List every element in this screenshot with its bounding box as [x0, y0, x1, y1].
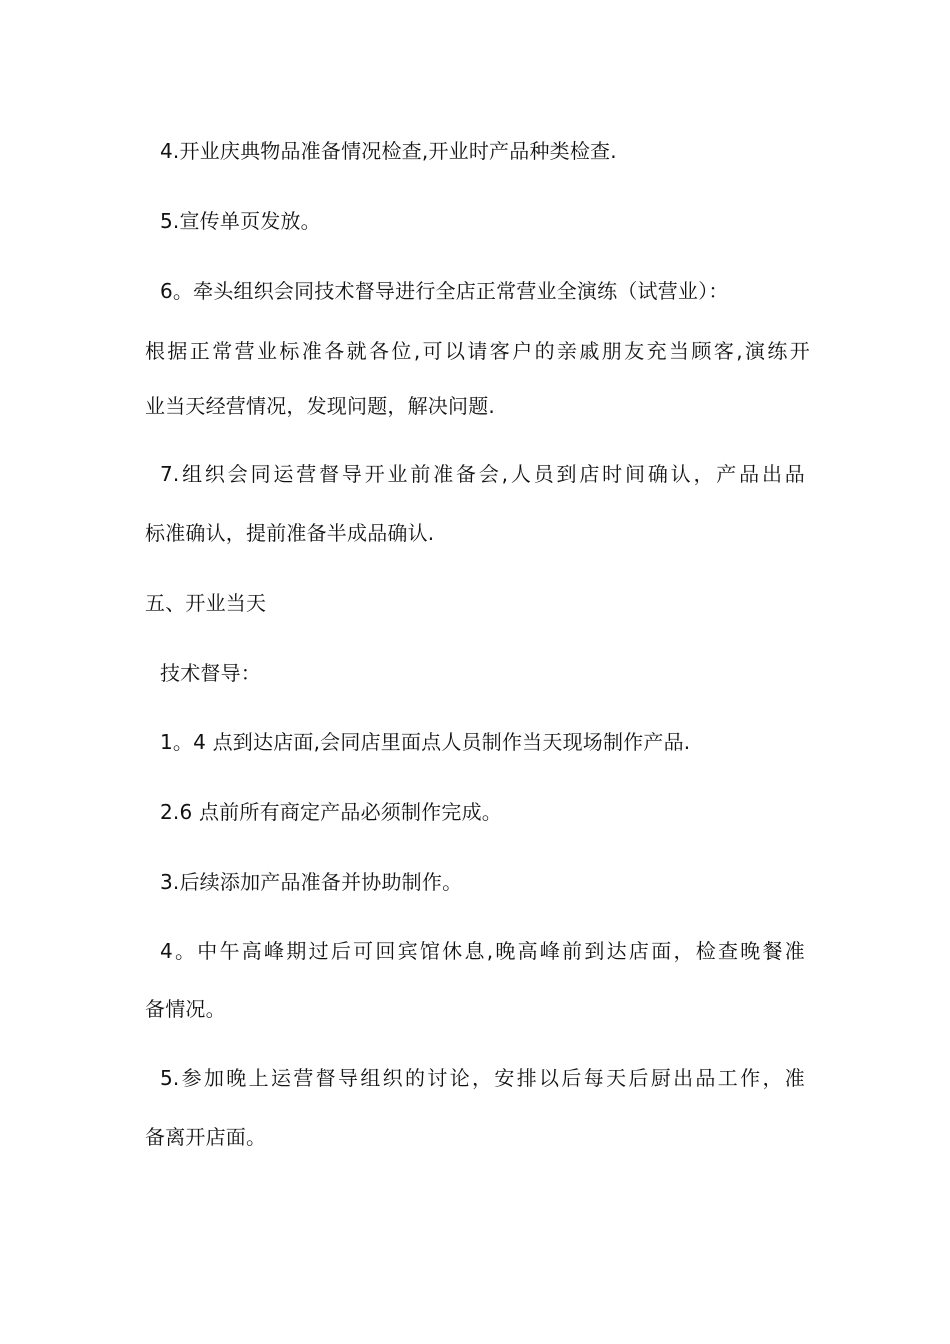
paragraph-item-7-line-2: 标准确认，提前准备半成品确认. [145, 521, 435, 545]
opening-day-item-3: 3.后续添加产品准备并协助制作。 [160, 870, 463, 894]
paragraph-item-6-line-3: 业当天经营情况，发现问题，解决问题. [145, 394, 495, 418]
paragraph-item-7-line-1: 7.组织会同运营督导开业前准备会,人员到店时间确认，产品出品 [160, 462, 805, 486]
opening-day-item-1: 1。4 点到达店面,会同店里面点人员制作当天现场制作产品. [160, 730, 691, 754]
opening-day-item-4-line-1: 4。中午高峰期过后可回宾馆休息,晚高峰前到达店面，检查晚餐准 [160, 939, 805, 963]
opening-day-item-2: 2.6 点前所有商定产品必须制作完成。 [160, 800, 502, 824]
opening-day-item-5-line-1: 5.参加晚上运营督导组织的讨论，安排以后每天后厨出品工作，准 [160, 1066, 805, 1090]
opening-day-item-5-line-2: 备离开店面。 [145, 1125, 267, 1149]
section-heading-opening-day: 五、开业当天 [145, 591, 267, 615]
paragraph-item-6-line-2: 根据正常营业标准各就各位,可以请客户的亲戚朋友充当顾客,演练开 [145, 339, 810, 363]
paragraph-item-6-line-1: 6。牵头组织会同技术督导进行全店正常营业全演练（试营业）： [160, 279, 729, 303]
paragraph-item-5-line-1: 5.宣传单页发放。 [160, 209, 321, 233]
opening-day-item-4-line-2: 备情况。 [145, 997, 226, 1021]
paragraph-item-4-line-1: 4.开业庆典物品准备情况检查,开业时产品种类检查. [160, 139, 617, 163]
technical-supervisor-heading: 技术督导： [160, 661, 261, 685]
